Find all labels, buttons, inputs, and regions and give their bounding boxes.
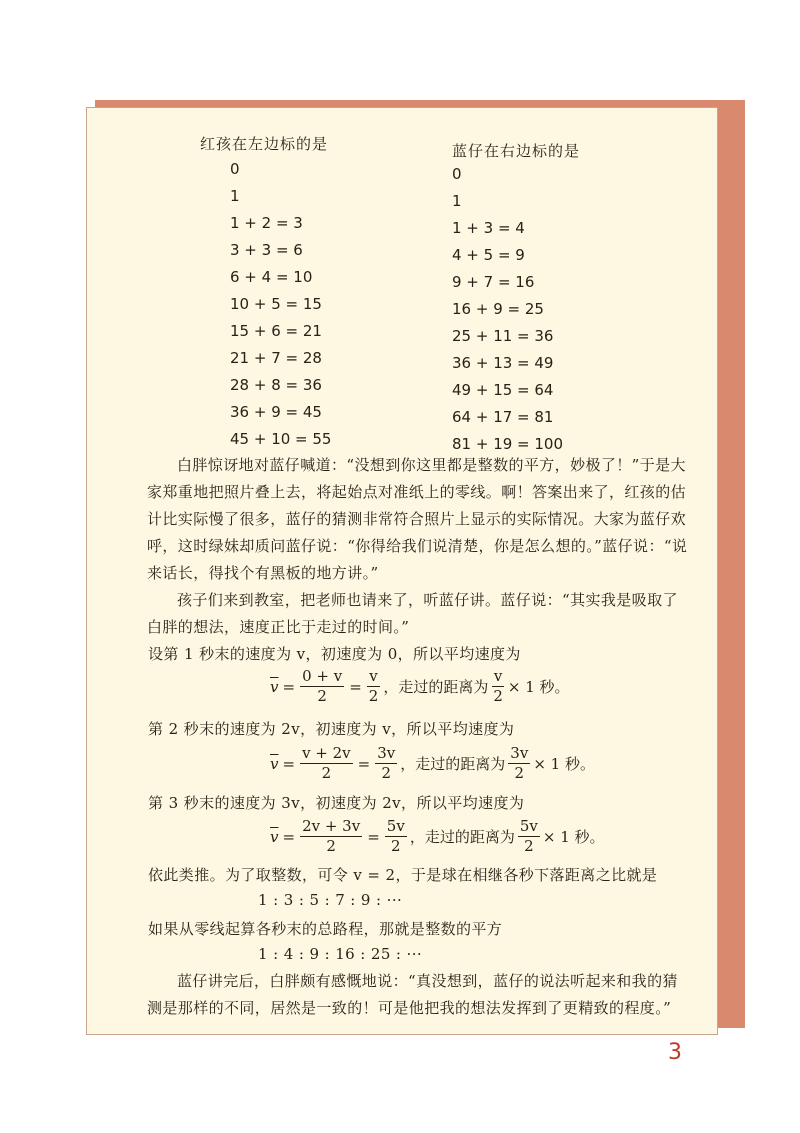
- right-column-value: 1 + 3 = 4: [452, 219, 525, 237]
- left-column-value: 3 + 3 = 6: [230, 241, 303, 259]
- mean-velocity-symbol: $\overline{v}$: [270, 827, 279, 846]
- left-column-value: 45 + 10 = 55: [230, 430, 332, 448]
- fraction: $\frac{3v}{2}$: [377, 744, 396, 782]
- fraction: $\frac{v}{2}$: [493, 667, 503, 705]
- equation-text: ，走过的距离为: [409, 828, 515, 846]
- mean-velocity-symbol: $\overline{v}$: [270, 677, 279, 696]
- fraction: $\frac{2v + 3v}{2}$: [302, 817, 361, 855]
- fraction: $\frac{0 + v}{2}$: [302, 667, 343, 705]
- fraction: $\frac{v}{2}$: [368, 667, 379, 705]
- left-column-value: 1 + 2 = 3: [230, 214, 303, 232]
- page-number: 3: [668, 1040, 682, 1065]
- right-column-heading: 蓝仔在右边标的是: [452, 142, 581, 160]
- right-column-value: 16 + 9 = 25: [452, 300, 544, 318]
- equation-tail: × 1 秒。: [507, 678, 570, 696]
- right-column-value: 64 + 17 = 81: [452, 408, 554, 426]
- paragraph-last: 蓝仔讲完后，白胖颇有感慨地说：“真没想到，蓝仔的说法听起来和我的猜测是那样的不同，居然是一致的！可是他把我的想法发挥到了更精致的程度。”: [147, 972, 678, 1017]
- right-column-value: 4 + 5 = 9: [452, 246, 525, 264]
- ratio-line-1: 1 : 3 : 5 : 7 : 9 : ···: [258, 891, 403, 909]
- paragraph-2: 孩子们来到教室，把老师也请来了，听蓝仔讲。蓝仔说：“其实我是吸取了白胖的想法，速度正比于走过的时间。”: [147, 591, 678, 636]
- left-column-value: 28 + 8 = 36: [230, 376, 322, 394]
- left-column-value: 1: [230, 187, 240, 205]
- ratio-line-2: 1 : 4 : 9 : 16 : 25 : ···: [258, 945, 423, 963]
- equation-1: $\overline{v}$ = $\frac{0 + v}{2}$ = $\frac{v}{2}$ ，走过的距离为 $\frac{v}{2}$ × 1 秒。: [270, 667, 570, 705]
- equation-tail: × 1 秒。: [542, 828, 605, 846]
- speed-line-1: 设第 1 秒末的速度为 v，初速度为 0，所以平均速度为: [148, 645, 521, 663]
- left-column-value: 15 + 6 = 21: [230, 322, 322, 340]
- right-column-value: 81 + 19 = 100: [452, 435, 564, 453]
- right-column-value: 9 + 7 = 16: [452, 273, 535, 291]
- left-column-value: 21 + 7 = 28: [230, 349, 322, 367]
- equation-3: $\overline{v}$ = $\frac{2v + 3v}{2}$ = $\frac{5v}{2}$ ，走过的距离为 $\frac{5v}{2}$ × 1 秒。: [270, 817, 605, 855]
- left-column-value: 6 + 4 = 10: [230, 268, 313, 286]
- right-column-value: 49 + 15 = 64: [452, 381, 554, 399]
- left-column-value: 0: [230, 160, 240, 178]
- equation-tail: × 1 秒。: [533, 755, 595, 773]
- equation-2: $\overline{v}$ = $\frac{v + 2v}{2}$ = $\frac{3v}{2}$ ，走过的距离为 $\frac{3v}{2}$ × 1 秒。: [270, 744, 595, 782]
- fraction: $\frac{5v}{2}$: [386, 817, 405, 855]
- equation-text: ，走过的距离为: [383, 678, 489, 696]
- left-column-value: 36 + 9 = 45: [230, 403, 322, 421]
- total-distance-line: 如果从零线起算各秒末的总路程，那就是整数的平方: [148, 920, 503, 938]
- equation-text: ，走过的距离为: [400, 755, 506, 773]
- speed-line-2: 第 2 秒末的速度为 2v，初速度为 v，所以平均速度为: [148, 720, 515, 738]
- paragraph-1: 白胖惊讶地对蓝仔喊道：“没想到你这里都是整数的平方，妙极了！”于是大家郑重地把照片叠上去，将起始点对准纸上的零线。啊！答案出来了，红孩的估计比实际慢了很多，蓝仔的猜测非常符合照片上显示的实际情况。大家为蓝仔欢呼，这时绿妹却质问蓝仔说：“你得给我们说清楚，你是怎么想的。”蓝仔说：“说来话长，得找个有黑板的地方讲。”: [147, 456, 688, 582]
- left-column-heading: 红孩在左边标的是: [200, 135, 329, 153]
- fraction: $\frac{3v}{2}$: [510, 744, 529, 782]
- fraction: $\frac{v + 2v}{2}$: [302, 744, 351, 782]
- speed-line-3: 第 3 秒末的速度为 3v，初速度为 2v，所以平均速度为: [148, 794, 525, 812]
- right-column-value: 25 + 11 = 36: [452, 327, 554, 345]
- left-column-value: 10 + 5 = 15: [230, 295, 322, 313]
- right-column-value: 36 + 13 = 49: [452, 354, 554, 372]
- inference-line: 依此类推。为了取整数，可令 v = 2，于是球在相继各秒下落距离之比就是: [148, 866, 658, 884]
- right-column-value: 1: [452, 192, 462, 210]
- mean-velocity-symbol: $\overline{v}$: [270, 754, 279, 773]
- fraction: $\frac{5v}{2}$: [519, 817, 538, 855]
- right-column-value: 0: [452, 165, 462, 183]
